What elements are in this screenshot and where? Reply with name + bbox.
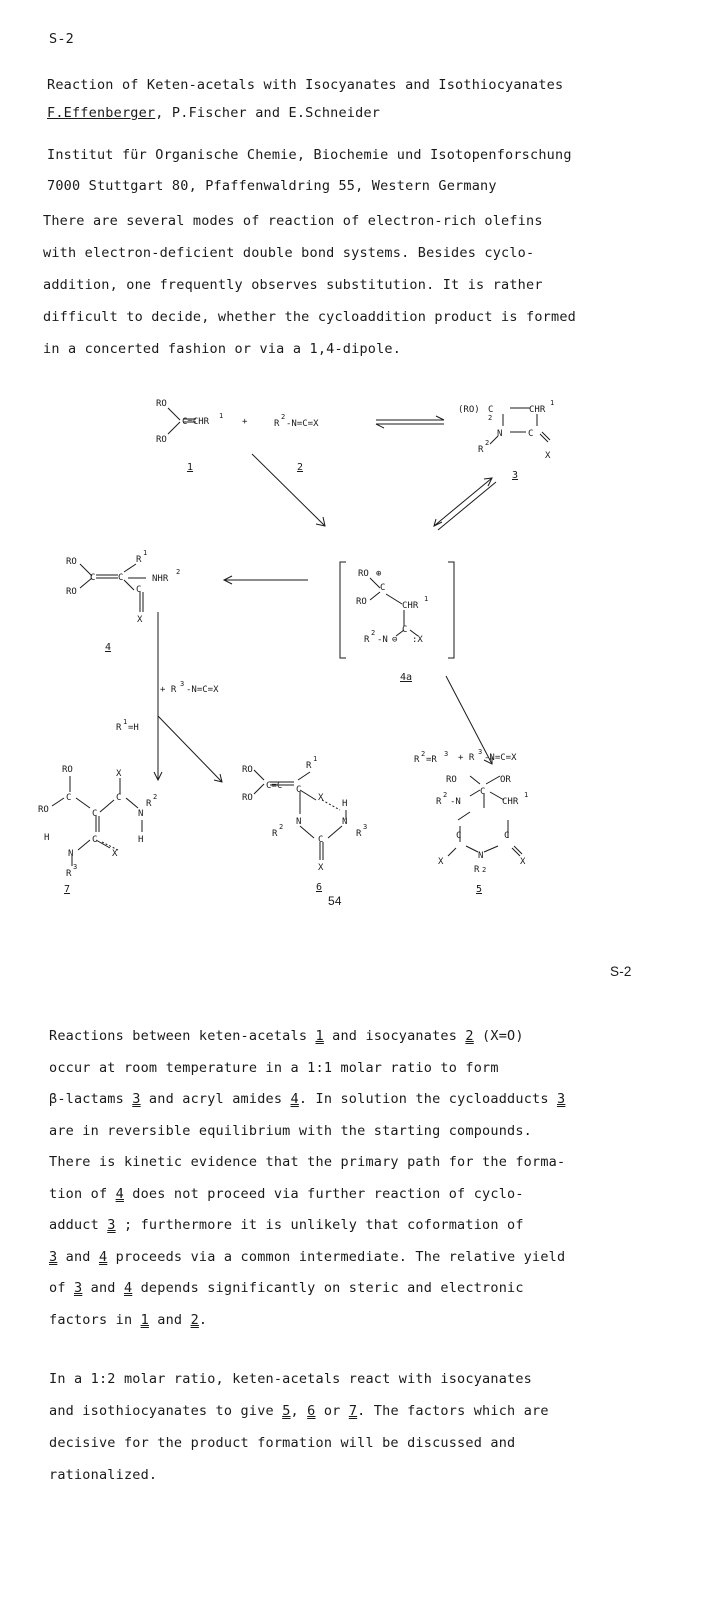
svg-text:1: 1 <box>524 791 529 799</box>
text-segment: rationalized. <box>49 1467 158 1483</box>
paragraph-line <box>49 1217 524 1233</box>
svg-text:R: R <box>364 635 370 645</box>
text-segment: or <box>315 1403 349 1419</box>
svg-text:C: C <box>504 831 510 841</box>
text-segment: and <box>148 1311 191 1328</box>
text-segment: β-lactams <box>49 1091 133 1107</box>
compound-number: 7 <box>64 884 71 895</box>
svg-text:N: N <box>497 429 503 439</box>
svg-text:1: 1 <box>313 755 318 763</box>
svg-text:2: 2 <box>443 791 448 799</box>
abstract-line: with electron-deficient double bond systems. Besides cyclo- <box>43 245 535 261</box>
svg-text:C: C <box>380 583 386 593</box>
text-segment: are in reversible equilibrium with the starting compounds. <box>49 1122 533 1139</box>
compound-ref: 3 <box>107 1217 116 1233</box>
svg-text:N: N <box>342 817 348 827</box>
compound-ref: 3 <box>49 1248 58 1265</box>
paragraph-line <box>49 1028 524 1044</box>
svg-text:N: N <box>296 817 302 827</box>
compound-number: 5 <box>476 884 483 895</box>
svg-text:N: N <box>68 849 74 859</box>
compound-ref: 4 <box>98 1248 108 1265</box>
text-segment: of <box>49 1280 74 1296</box>
svg-text:X: X <box>438 857 444 867</box>
svg-text:RO: RO <box>242 793 253 803</box>
svg-text:2: 2 <box>279 823 284 831</box>
reaction-scheme <box>0 380 704 940</box>
paragraph-line <box>49 1186 524 1202</box>
compound-ref: 2 <box>465 1028 474 1044</box>
svg-text:2: 2 <box>482 866 487 874</box>
svg-text:C=C: C=C <box>266 781 283 791</box>
svg-text:+ R: + R <box>458 753 475 763</box>
svg-text:C: C <box>118 573 124 583</box>
svg-text:H: H <box>342 799 348 809</box>
paragraph-line <box>49 1249 565 1265</box>
svg-text:NHR: NHR <box>152 574 169 584</box>
svg-text:R: R <box>136 555 142 565</box>
text-segment: proceeds via a common intermediate. The relative yield <box>107 1248 566 1265</box>
svg-text:⊖: ⊖ <box>392 635 398 645</box>
svg-text:C: C <box>318 835 324 845</box>
svg-text:(RO): (RO) <box>458 405 480 415</box>
svg-text:-N: -N <box>450 797 461 807</box>
svg-text:H: H <box>138 835 144 845</box>
text-segment: and <box>57 1248 99 1265</box>
svg-text:C: C <box>66 793 72 803</box>
svg-text:X: X <box>520 857 526 867</box>
text-segment: , <box>290 1403 308 1419</box>
svg-text:R: R <box>146 799 152 809</box>
compound-ref: 1 <box>140 1311 149 1328</box>
compound-ref: 4 <box>290 1091 299 1107</box>
svg-text:1: 1 <box>424 595 429 603</box>
svg-text:-N: -N <box>377 635 388 645</box>
reagent-label: + R <box>160 685 177 695</box>
svg-text:RO: RO <box>66 587 77 597</box>
svg-text:R: R <box>274 419 280 429</box>
svg-text:C: C <box>92 835 98 845</box>
paragraph-line <box>49 1280 524 1296</box>
svg-text:CHR: CHR <box>529 405 546 415</box>
svg-text:⊕: ⊕ <box>376 569 382 579</box>
text-segment: and isothiocyanates to give <box>49 1403 283 1419</box>
compound-ref: 1 <box>315 1028 324 1044</box>
compound-ref: 6 <box>307 1403 316 1419</box>
compound-ref: 4 <box>123 1280 133 1296</box>
svg-text:RO: RO <box>62 765 73 775</box>
svg-text:2: 2 <box>281 413 286 421</box>
svg-text:R: R <box>478 445 484 455</box>
svg-text:2: 2 <box>488 414 493 422</box>
text-segment: In a 1:2 molar ratio, keten-acetals react with isocyanates <box>49 1371 533 1387</box>
compound-ref: 3 <box>557 1091 566 1107</box>
compound-ref: 5 <box>282 1403 291 1419</box>
svg-text:C: C <box>116 793 122 803</box>
svg-text:CHR: CHR <box>502 797 519 807</box>
svg-text:RO: RO <box>66 557 77 567</box>
text-segment: tion of <box>49 1185 116 1202</box>
text-segment: and acryl amides <box>140 1091 291 1107</box>
svg-text:2: 2 <box>485 439 490 447</box>
paper-title: Reaction of Keten-acetals with Isocyanates and Isothiocyanates <box>47 77 564 93</box>
svg-text:C=CHR: C=CHR <box>182 417 210 427</box>
text-segment: There is kinetic evidence that the primary path for the forma- <box>49 1154 566 1170</box>
text-segment: Reactions between keten-acetals <box>49 1028 316 1044</box>
paragraph-line <box>49 1403 549 1419</box>
paragraph-line <box>49 1312 207 1328</box>
co-authors: , P.Fischer and E.Schneider <box>155 105 381 121</box>
svg-text:C: C <box>488 405 494 415</box>
paragraph-line <box>49 1467 157 1483</box>
text-segment: decisive for the product formation will be discussed and <box>49 1435 516 1451</box>
svg-text:3: 3 <box>478 748 483 756</box>
svg-text:RO: RO <box>356 597 367 607</box>
affiliation-line-2: 7000 Stuttgart 80, Pfaffenwaldring 55, Western Germany <box>47 178 497 194</box>
text-segment: . The factors which are <box>357 1403 549 1419</box>
abstract-line: There are several modes of reaction of electron-rich olefins <box>43 213 543 229</box>
svg-text:2: 2 <box>371 629 376 637</box>
svg-text:X: X <box>137 615 143 625</box>
svg-text:X: X <box>112 849 118 859</box>
text-segment: (X=O) <box>473 1028 524 1044</box>
compound-ref: 4 <box>115 1185 124 1202</box>
text-segment: . <box>198 1311 208 1328</box>
compound-ref: 3 <box>132 1091 141 1107</box>
condition-r1: R <box>116 723 122 733</box>
svg-text:-N=C=X: -N=C=X <box>484 753 517 763</box>
svg-text:RO: RO <box>38 805 49 815</box>
paragraph-line <box>49 1091 565 1107</box>
page-id-top: S-2 <box>49 31 74 47</box>
svg-text:C: C <box>528 429 534 439</box>
text-segment: depends significantly on steric and electronic <box>132 1280 524 1296</box>
svg-text:OR: OR <box>500 775 511 785</box>
compound-number: 1 <box>187 462 194 473</box>
text-segment: and <box>82 1280 124 1296</box>
svg-text:X: X <box>545 451 551 461</box>
svg-text:C: C <box>296 785 302 795</box>
svg-text:RO: RO <box>358 569 369 579</box>
paragraph-line <box>49 1371 532 1387</box>
svg-text:RO: RO <box>242 765 253 775</box>
compound-ref: 7 <box>348 1403 358 1419</box>
svg-text:R: R <box>272 829 278 839</box>
svg-text:N: N <box>478 851 484 861</box>
svg-text:3: 3 <box>73 863 78 871</box>
svg-text:C: C <box>480 787 486 797</box>
paragraph-line <box>49 1435 515 1451</box>
svg-text:-N=C=X: -N=C=X <box>186 685 219 695</box>
authors <box>47 105 380 121</box>
svg-text:RO: RO <box>156 435 167 445</box>
text-segment: occur at room temperature in a 1:1 molar ratio to form <box>49 1059 499 1076</box>
text-segment: factors in <box>49 1311 141 1328</box>
svg-text:R: R <box>306 761 312 771</box>
compound-number: 6 <box>316 882 323 893</box>
svg-text:+: + <box>242 417 248 427</box>
text-segment: and isocyanates <box>323 1028 466 1044</box>
svg-text:=H: =H <box>128 723 139 733</box>
svg-text:3: 3 <box>180 680 185 688</box>
svg-text:X: X <box>116 769 122 779</box>
svg-text:1: 1 <box>219 412 224 420</box>
svg-text:C: C <box>456 831 462 841</box>
compound-number: 3 <box>512 470 519 481</box>
svg-text:C: C <box>90 573 96 583</box>
svg-text:C: C <box>136 585 142 595</box>
svg-text:R: R <box>66 869 72 879</box>
svg-text:CHR: CHR <box>402 601 419 611</box>
text-segment: ; furthermore it is unlikely that coformation of <box>115 1217 524 1233</box>
paragraph-line <box>49 1154 565 1170</box>
abstract-line: difficult to decide, whether the cycloaddition product is formed <box>43 309 576 325</box>
svg-text:=R: =R <box>426 755 437 765</box>
text-segment: adduct <box>49 1217 108 1233</box>
svg-text:3: 3 <box>363 823 368 831</box>
svg-text:R: R <box>356 829 362 839</box>
svg-text:1: 1 <box>550 399 555 407</box>
svg-text:-N=C=X: -N=C=X <box>286 419 319 429</box>
paragraph-line <box>49 1060 499 1076</box>
svg-text:N: N <box>138 809 144 819</box>
svg-text:2: 2 <box>153 793 158 801</box>
svg-text:C: C <box>92 809 98 819</box>
condition-r2: R <box>414 755 420 765</box>
svg-text:1: 1 <box>143 549 148 557</box>
text-segment: does not proceed via further reaction of cyclo- <box>123 1185 524 1202</box>
compound-number: 4 <box>105 642 112 653</box>
svg-text:X: X <box>318 863 324 873</box>
svg-text:R: R <box>436 797 442 807</box>
svg-text:2: 2 <box>176 568 181 576</box>
presenting-author: F.Effenberger <box>47 105 156 121</box>
svg-text:3: 3 <box>444 750 449 758</box>
svg-text:RO: RO <box>446 775 457 785</box>
paragraph-line <box>49 1123 532 1139</box>
svg-text:X: X <box>318 793 324 803</box>
svg-text:C: C <box>402 625 408 635</box>
compound-number: 2 <box>297 462 304 473</box>
page-id-second: S-2 <box>610 964 632 979</box>
svg-text:2: 2 <box>421 750 426 758</box>
page-number: 54 <box>328 894 342 908</box>
svg-text:RO: RO <box>156 399 167 409</box>
compound-ref: 3 <box>73 1280 83 1296</box>
svg-text:R: R <box>474 865 480 875</box>
abstract-line: addition, one frequently observes substitution. It is rather <box>43 277 543 293</box>
compound-ref: 2 <box>190 1311 199 1328</box>
compound-number: 4a <box>400 672 413 683</box>
abstract-line: in a concerted fashion or via a 1,4-dipole. <box>43 341 402 357</box>
svg-text:H: H <box>44 833 50 843</box>
text-segment: . In solution the cycloadducts <box>298 1091 558 1107</box>
svg-text:1: 1 <box>123 718 128 726</box>
affiliation-line-1: Institut für Organische Chemie, Biochemie und Isotopenforschung <box>47 147 572 163</box>
svg-text::X: :X <box>412 635 423 645</box>
